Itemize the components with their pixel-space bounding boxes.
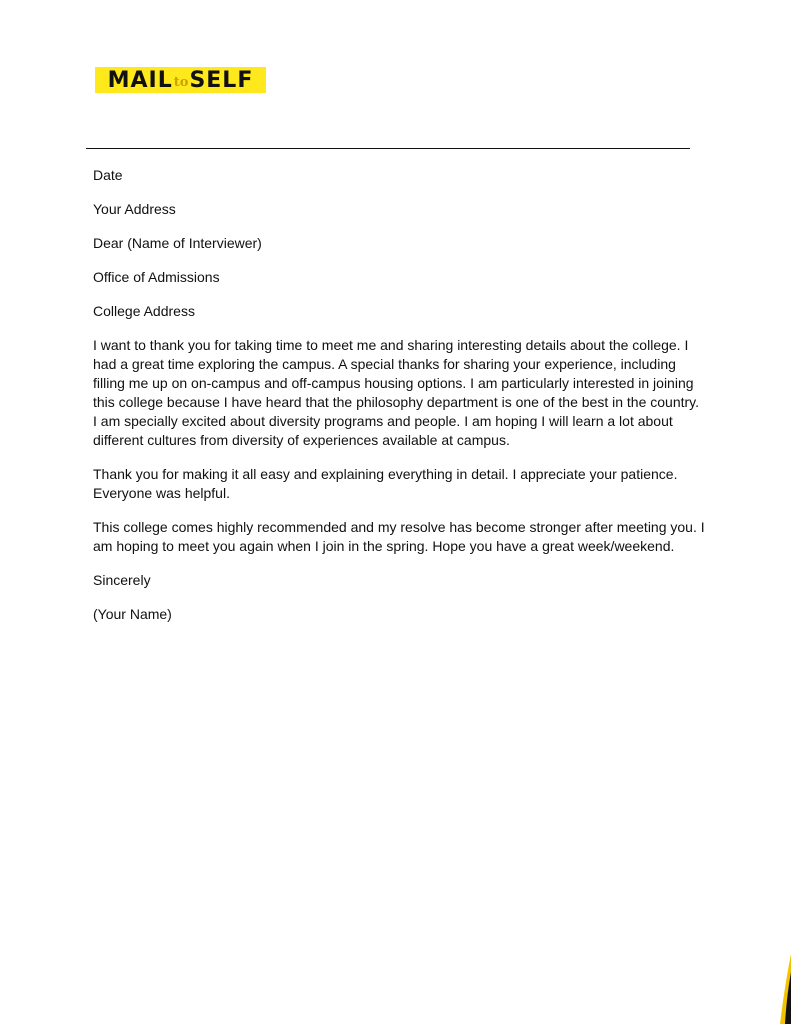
recipient-office: Office of Admissions [93, 269, 220, 285]
body-paragraph-1: I want to thank you for taking time to meet me and sharing interesting details about the college. I had a great time exploring the campus. A special thanks for sharing your experience, including filling me up on on-campus and off-campus housing options. I am particularly interested in joining this college because I have heard that the philosophy department is one of the best in the country. I am specially excited about diversity programs and people. I am hoping I will learn a lot about different cultures from diversity of experiences available at campus. [93, 337, 700, 448]
letter-body [93, 166, 705, 639]
sender-address: Your Address [93, 201, 176, 217]
logo-word-mail: MAIL [107, 67, 173, 93]
signature: (Your Name) [93, 606, 172, 622]
recipient-address: College Address [93, 303, 195, 319]
logo-word-self: SELF [189, 67, 254, 93]
closing: Sincerely [93, 572, 151, 588]
letter-date: Date [93, 167, 123, 183]
body-paragraph-2: Thank you for making it all easy and explaining everything in detail. I appreciate your patience. Everyone was helpful. [93, 466, 678, 501]
header-divider [86, 148, 690, 149]
mail-to-self-logo [95, 67, 266, 93]
corner-swoosh-decoration [775, 954, 791, 1024]
salutation: Dear (Name of Interviewer) [93, 235, 262, 251]
body-paragraph-3: This college comes highly recommended and my resolve has become stronger after meeting you. I am hoping to meet you again when I join in the spring. Hope you have a great week/weekend. [93, 519, 705, 554]
logo-word-to: to [173, 74, 189, 90]
